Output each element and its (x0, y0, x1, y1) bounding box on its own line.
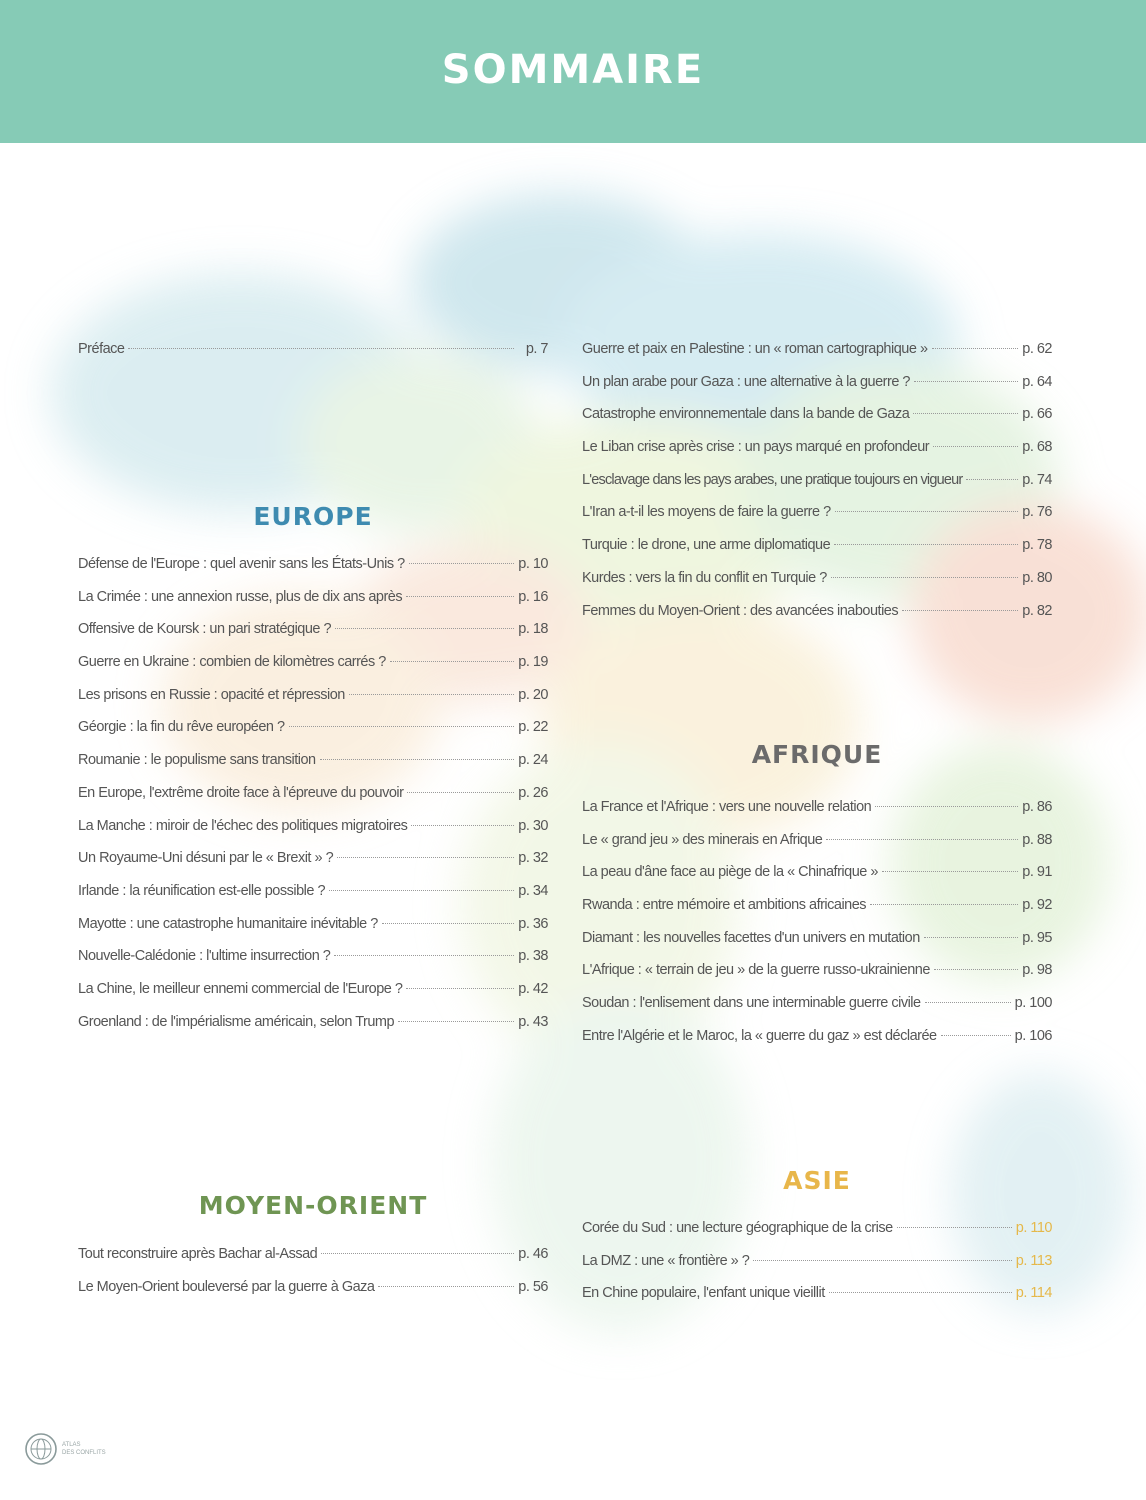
toc-entry[interactable] (582, 537, 1052, 570)
section-heading-europe: EUROPE (253, 502, 373, 531)
leader-dots (349, 694, 514, 695)
toc-entry-page: p. 32 (518, 850, 548, 867)
toc-entry[interactable] (78, 883, 548, 916)
toc-entry-title: La DMZ : une « frontière » ? (582, 1252, 750, 1269)
toc-entry-title: Mayotte : une catastrophe humanitaire inévitable ? (78, 915, 378, 932)
leader-dots (870, 904, 1018, 905)
toc-entry-page: p. 98 (1022, 962, 1052, 979)
section-heading-afrique: AFRIQUE (751, 740, 883, 769)
toc-entry-title: Catastrophe environnementale dans la bande de Gaza (582, 406, 910, 423)
moyen-orient-list-right (582, 341, 1052, 635)
toc-entry[interactable] (582, 799, 1052, 832)
moyen-orient-list-left (78, 1246, 548, 1311)
leader-dots (321, 1253, 514, 1254)
toc-entry[interactable] (78, 752, 548, 785)
leader-dots (398, 1021, 514, 1022)
toc-entry-title: Groenland : de l'impérialisme américain, selon Trump (78, 1013, 395, 1030)
toc-entry[interactable] (582, 995, 1052, 1028)
preface-list (78, 341, 548, 374)
leader-dots (411, 825, 514, 826)
leader-dots (875, 806, 1018, 807)
footer-line-1: ATLAS (62, 1442, 81, 1448)
toc-entry-page: p. 62 (1022, 341, 1052, 357)
leader-dots (378, 1286, 514, 1287)
moyen-orient-section-right (582, 341, 1052, 635)
toc-entry-page: p. 66 (1022, 406, 1052, 423)
toc-entry-page: p. 43 (518, 1013, 548, 1030)
toc-entry[interactable] (582, 439, 1052, 472)
asie-list (582, 1220, 1052, 1318)
toc-entry[interactable] (582, 341, 1052, 374)
toc-entry[interactable] (582, 1220, 1052, 1253)
leader-dots (897, 1227, 1012, 1228)
leader-dots (407, 792, 514, 793)
leader-dots (932, 348, 1018, 349)
toc-entry-page: p. 24 (518, 752, 548, 769)
leader-dots (320, 759, 514, 760)
leader-dots (933, 446, 1018, 447)
moyen-orient-section-left (78, 1246, 548, 1311)
leader-dots (334, 955, 514, 956)
toc-entry[interactable] (582, 1028, 1052, 1061)
toc-entry-page: p. 106 (1014, 1027, 1052, 1044)
toc-entry-title: Défense de l'Europe : quel avenir sans les États-Unis ? (78, 556, 405, 572)
toc-entry-title: L'Afrique : « terrain de jeu » de la guerre russo-ukrainienne (582, 962, 930, 979)
afrique-list (582, 799, 1052, 1061)
toc-entry-title: Roumanie : le populisme sans transition (78, 752, 316, 769)
toc-entry[interactable] (78, 916, 548, 949)
toc-entry-page: p. 114 (1015, 1285, 1052, 1302)
leader-dots (409, 563, 514, 564)
toc-entry-title: L'Iran a-t-il les moyens de faire la guerre ? (582, 504, 831, 521)
toc-entry-page: p. 18 (518, 621, 548, 638)
leader-dots (882, 871, 1018, 872)
toc-entry-page: p. 7 (525, 341, 548, 357)
toc-entry-page: p. 74 (1022, 471, 1052, 488)
toc-entry-title: Un plan arabe pour Gaza : une alternative à la guerre ? (582, 373, 910, 390)
toc-entry[interactable] (582, 864, 1052, 897)
leader-dots (337, 857, 514, 858)
footer-publication-name (62, 1441, 106, 1457)
toc-entry-page: p. 26 (518, 784, 548, 801)
toc-entry[interactable] (78, 1279, 548, 1312)
leader-dots (335, 628, 514, 629)
toc-entry[interactable] (582, 1253, 1052, 1286)
toc-entry[interactable] (78, 687, 548, 720)
toc-entry[interactable] (78, 589, 548, 622)
toc-entry-title: La Manche : miroir de l'échec des politiques migratoires (78, 817, 408, 834)
toc-entry-title: La Chine, le meilleur ennemi commercial de l'Europe ? (78, 980, 403, 997)
asie-section (582, 1220, 1052, 1318)
toc-entry-title: Le Moyen-Orient bouleversé par la guerre à Gaza (78, 1278, 375, 1295)
toc-entry-title: En Chine populaire, l'enfant unique vieillit (582, 1285, 825, 1302)
toc-entry-title: La France et l'Afrique : vers une nouvelle relation (582, 799, 872, 815)
leader-dots (128, 348, 514, 349)
afrique-section (582, 799, 1052, 1061)
leader-dots (406, 988, 514, 989)
toc-entry-title: Géorgie : la fin du rêve européen ? (78, 719, 285, 736)
toc-entry-page: p. 38 (518, 948, 548, 965)
toc-entry[interactable] (78, 719, 548, 752)
toc-entry-title: Les prisons en Russie : opacité et répression (78, 686, 345, 703)
leader-dots (902, 610, 1018, 611)
toc-entry-page: p. 42 (518, 980, 548, 997)
section-heading-moyen-orient: MOYEN-ORIENT (198, 1191, 428, 1220)
toc-entry-page: p. 92 (1022, 897, 1052, 914)
toc-entry-title: Entre l'Algérie et le Maroc, la « guerre du gaz » est déclarée (582, 1027, 937, 1044)
toc-entry[interactable] (78, 850, 548, 883)
leader-dots (941, 1035, 1011, 1036)
toc-entry[interactable] (78, 948, 548, 981)
leader-dots (835, 511, 1018, 512)
toc-entry-title: Nouvelle-Calédonie : l'ultime insurrection ? (78, 948, 331, 965)
footer-line-2: DES CONFLITS (62, 1450, 106, 1456)
toc-entry-page: p. 46 (518, 1246, 548, 1262)
toc-entry[interactable] (582, 374, 1052, 407)
toc-entry[interactable] (582, 962, 1052, 995)
section-heading-asie: ASIE (783, 1166, 851, 1195)
leader-dots (406, 596, 514, 597)
toc-entry[interactable] (78, 621, 548, 654)
toc-entry-page: p. 56 (518, 1278, 548, 1295)
toc-entry-page: p. 64 (1022, 373, 1052, 390)
toc-entry-page: p. 76 (1022, 504, 1052, 521)
toc-entry-title: Rwanda : entre mémoire et ambitions africaines (582, 897, 867, 914)
leader-dots (382, 923, 514, 924)
toc-entry[interactable] (582, 570, 1052, 603)
toc-entry-page: p. 78 (1022, 537, 1052, 554)
toc-entry-page: p. 86 (1022, 799, 1052, 815)
page-header (0, 0, 1146, 143)
toc-entry[interactable] (582, 504, 1052, 537)
europe-list (78, 556, 548, 1046)
toc-entry[interactable] (582, 406, 1052, 439)
toc-entry-page: p. 110 (1015, 1220, 1052, 1236)
leader-dots (831, 577, 1018, 578)
toc-entry[interactable] (78, 654, 548, 687)
leader-dots (925, 1002, 1011, 1003)
toc-entry-title: Le « grand jeu » des minerais en Afrique (582, 831, 823, 848)
toc-entry-title: Tout reconstruire après Bachar al-Assad (78, 1246, 318, 1262)
toc-entry-page: p. 20 (518, 686, 548, 703)
toc-entry[interactable] (582, 603, 1052, 636)
toc-entry-page: p. 16 (518, 588, 548, 605)
leader-dots (390, 661, 514, 662)
toc-entry-title: En Europe, l'extrême droite face à l'épreuve du pouvoir (78, 784, 404, 801)
leader-dots (829, 1292, 1012, 1293)
toc-entry[interactable] (78, 785, 548, 818)
toc-entry[interactable] (78, 1014, 548, 1047)
europe-section (78, 556, 548, 1046)
toc-entry-title: Diamant : les nouvelles facettes d'un univers en mutation (582, 929, 920, 946)
toc-entry-page: p. 10 (518, 556, 548, 572)
toc-entry-title: La Crimée : une annexion russe, plus de dix ans après (78, 588, 403, 605)
toc-entry-page: p. 80 (1022, 569, 1052, 586)
toc-entry-title: L'esclavage dans les pays arabes, une pratique toujours en vigueur (582, 471, 963, 488)
toc-entry[interactable] (582, 897, 1052, 930)
toc-entry-title: Offensive de Koursk : un pari stratégique ? (78, 621, 332, 638)
leader-dots (329, 890, 514, 891)
toc-entry-title: Turquie : le drone, une arme diplomatique (582, 537, 831, 554)
toc-entry-page: p. 100 (1014, 995, 1052, 1012)
toc-entry-title: Guerre en Ukraine : combien de kilomètres carrés ? (78, 654, 386, 671)
toc-entry-title: Irlande : la réunification est-elle possible ? (78, 882, 326, 899)
toc-entry[interactable] (78, 981, 548, 1014)
toc-entry-page: p. 113 (1015, 1252, 1052, 1269)
toc-entry[interactable] (78, 556, 548, 589)
globe-logo-icon (24, 1432, 58, 1466)
toc-entry[interactable] (78, 818, 548, 851)
leader-dots (834, 544, 1018, 545)
toc-entry-page: p. 34 (518, 882, 548, 899)
toc-entry-page: p. 36 (518, 915, 548, 932)
leader-dots (966, 479, 1018, 480)
toc-entry[interactable] (582, 930, 1052, 963)
toc-entry-title: Femmes du Moyen-Orient : des avancées inabouties (582, 602, 899, 619)
leader-dots (826, 839, 1018, 840)
toc-entry-page: p. 19 (518, 654, 548, 671)
toc-entry[interactable] (582, 472, 1052, 505)
toc-entry-title: Le Liban crise après crise : un pays marqué en profondeur (582, 439, 930, 456)
toc-entry-preface[interactable] (78, 341, 548, 374)
toc-entry-page: p. 88 (1022, 831, 1052, 848)
toc-entry-page: p. 91 (1022, 864, 1052, 881)
toc-entry[interactable] (582, 832, 1052, 865)
leader-dots (914, 381, 1018, 382)
leader-dots (753, 1260, 1011, 1261)
toc-entry-page: p. 82 (1022, 602, 1052, 619)
leader-dots (289, 726, 514, 727)
toc-entry-title: Préface (78, 341, 125, 357)
toc-entry[interactable] (78, 1246, 548, 1279)
toc-entry[interactable] (582, 1285, 1052, 1318)
toc-entry-page: p. 95 (1022, 929, 1052, 946)
leader-dots (913, 413, 1018, 414)
toc-entry-page: p. 68 (1022, 439, 1052, 456)
toc-entry-title: Corée du Sud : une lecture géographique de la crise (582, 1220, 893, 1236)
toc-entry-title: La peau d'âne face au piège de la « Chinafrique » (582, 864, 878, 881)
page-title: SOMMAIRE (441, 46, 705, 93)
toc-entry-page: p. 22 (518, 719, 548, 736)
toc-entry-page: p. 30 (518, 817, 548, 834)
toc-entry-title: Un Royaume-Uni désuni par le « Brexit » ? (78, 850, 334, 867)
preface-section (78, 341, 548, 374)
toc-entry-title: Guerre et paix en Palestine : un « roman cartographique » (582, 341, 928, 357)
toc-entry-title: Soudan : l'enlisement dans une interminable guerre civile (582, 995, 921, 1012)
toc-entry-title: Kurdes : vers la fin du conflit en Turquie ? (582, 569, 827, 586)
leader-dots (924, 937, 1018, 938)
leader-dots (934, 969, 1018, 970)
